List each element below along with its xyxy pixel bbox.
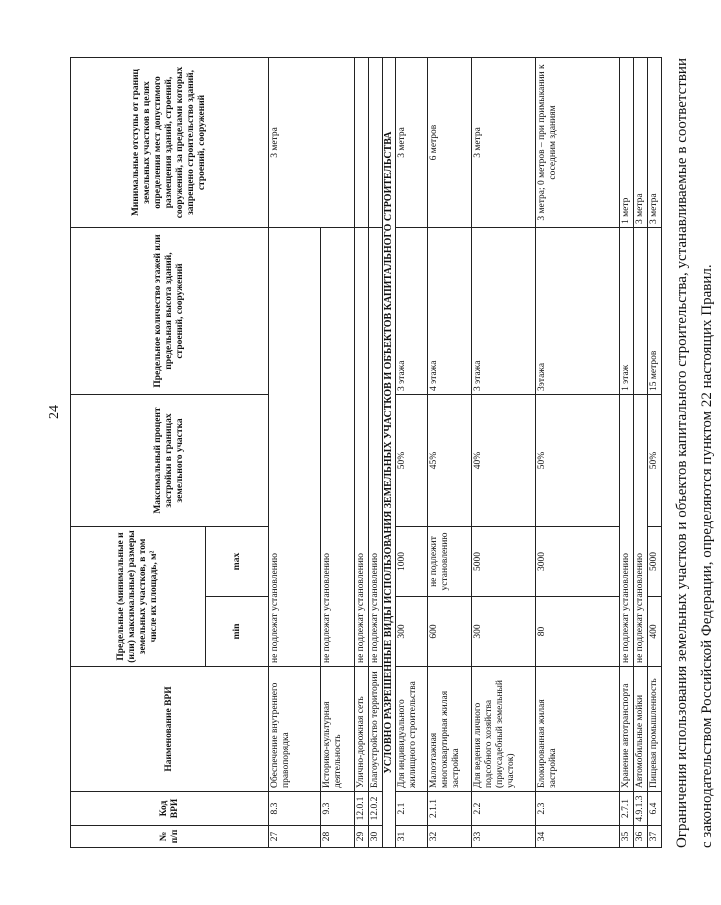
cell-setback: 3 метра; 0 метров – при примыкании к соседним зданиям [535, 58, 619, 228]
header-size: Предельные (минимальные и (или) максимальные) размеры земельных участков, в том числе их площадь, м² [71, 527, 206, 667]
header-code: Код ВРИ [71, 792, 269, 826]
table-row [619, 58, 633, 848]
cell-name: Автомобильные мойки [633, 667, 647, 792]
cell-setback: 3 метра [395, 58, 427, 228]
rotated-page-content [70, 58, 716, 848]
cell-floors: 1 этаж [619, 228, 633, 395]
footnote-paragraph: Ограничения использования земельных участков и объектов капитального строительства, устанавливаемые в соответствии с законодательством Российской Федерации, определяются пунктом 22 настоящих Правил. [673, 58, 716, 848]
cell-floors: 3этажа [535, 228, 619, 395]
cell-percent: 50% [647, 395, 661, 527]
cell-min: 80 [535, 597, 619, 667]
cell-max: 1000 [395, 527, 427, 597]
cell-max: 5000 [471, 527, 535, 597]
cell-min: 300 [395, 597, 427, 667]
cell-name: Улично-дорожная сеть [355, 667, 369, 792]
cell-num: 35 [619, 826, 633, 848]
cell-setback: 3 метра [633, 58, 647, 228]
cell-code: 12.0.1 [355, 792, 369, 826]
header-row [71, 58, 206, 848]
cell-num: 36 [633, 826, 647, 848]
cell-num: 28 [321, 826, 355, 848]
cell-not-established: не подлежат установлению [633, 395, 647, 667]
cell-code: 4.9.1.3 [633, 792, 647, 826]
section-title: УСЛОВНО РАЗРЕШЕННЫЕ ВИДЫ ИСПОЛЬЗОВАНИЯ ЗЕМЕЛЬНЫХ УЧАСТКОВ И ОБЪЕКТОВ КАПИТАЛЬНОГО СТРОИТЕЛЬСТВА [382, 58, 395, 848]
header-min: min [206, 597, 269, 667]
section-row [382, 58, 395, 848]
table-row [368, 58, 382, 848]
cell-name: Пищевая промышленность [647, 667, 661, 792]
table-row [427, 58, 471, 848]
cell-not-established: не подлежат установлению [355, 228, 369, 667]
cell-setback: 3 метра [269, 58, 355, 228]
cell-name: Хранение автотранспорта [619, 667, 633, 792]
cell-code: 9.3 [321, 792, 355, 826]
cell-setback: 3 метра [647, 58, 661, 228]
table-row [535, 58, 619, 848]
cell-not-established: не подлежат установлению [321, 228, 355, 667]
cell-not-established: не подлежат установлению [619, 395, 633, 667]
table-row [395, 58, 427, 848]
cell-code: 2.2 [471, 792, 535, 826]
cell-num: 37 [647, 826, 661, 848]
cell-code: 2.1 [395, 792, 427, 826]
cell-name: Блокированная жилая застройка [535, 667, 619, 792]
cell-percent: 40% [471, 395, 535, 527]
cell-code: 2.3 [535, 792, 619, 826]
cell-num: 32 [427, 826, 471, 848]
cell-min: 300 [471, 597, 535, 667]
cell-min: 600 [427, 597, 471, 667]
cell-name: Для ведения личного подсобного хозяйства (приусадебный земельный участок) [471, 667, 535, 792]
cell-max: 3000 [535, 527, 619, 597]
cell-name: Благоустройство территории [368, 667, 382, 792]
cell-code: 12.0.2 [368, 792, 382, 826]
cell-floors: 4 этажа [427, 228, 471, 395]
cell-setback [355, 58, 369, 228]
cell-min: 400 [647, 597, 661, 667]
cell-max: не подлежит установлению [427, 527, 471, 597]
cell-name: Малоэтажная многоквартирная жилая застройка [427, 667, 471, 792]
cell-code: 2.7.1 [619, 792, 633, 826]
cell-not-established: не подлежат установлению [269, 228, 321, 667]
header-floors: Предельное количество этажей или предельная высота зданий, строений, сооружений [71, 228, 269, 395]
header-setback: Минимальные отступы от границ земельных участков в целях определения мест допустимого размещения зданий, строений, сооружений, за пределами которых запрещено строительство зданий, строений, сооружений [71, 58, 269, 228]
cell-setback [368, 58, 382, 228]
cell-num: 33 [471, 826, 535, 848]
table-row [355, 58, 369, 848]
cell-max: 5000 [647, 527, 661, 597]
cell-percent: 50% [395, 395, 427, 527]
cell-name: Для индивидуального жилищного строительства [395, 667, 427, 792]
cell-not-established: не подлежат установлению [368, 228, 382, 667]
cell-name: Обеспечение внутреннего правопорядка [269, 667, 321, 792]
cell-floors: 3 этажа [395, 228, 427, 395]
header-num: № п/п [71, 826, 269, 848]
cell-num: 30 [368, 826, 382, 848]
table-row [647, 58, 661, 848]
regulations-table [70, 57, 662, 848]
header-percent: Максимальный процент застройки в границах земельного участка [71, 395, 269, 527]
cell-code: 6.4 [647, 792, 661, 826]
cell-setback: 1 метр [619, 58, 633, 228]
table-row [471, 58, 535, 848]
cell-name: Историко-культурная деятельность [321, 667, 355, 792]
cell-num: 29 [355, 826, 369, 848]
cell-setback: 3 метра [471, 58, 535, 228]
cell-num: 34 [535, 826, 619, 848]
cell-code: 8.3 [269, 792, 321, 826]
header-name: Наименование ВРИ [71, 667, 269, 792]
table-row [633, 58, 647, 848]
cell-percent: 50% [535, 395, 619, 527]
cell-code: 2.1.1 [427, 792, 471, 826]
cell-percent: 45% [427, 395, 471, 527]
cell-num: 31 [395, 826, 427, 848]
cell-floors: 3 этажа [471, 228, 535, 395]
table-row [269, 58, 321, 848]
cell-floors [633, 228, 647, 395]
cell-num: 27 [269, 826, 321, 848]
cell-setback: 6 метров [427, 58, 471, 228]
cell-floors: 15 метров [647, 228, 661, 395]
page-number: 24 [47, 405, 62, 419]
header-max: max [206, 527, 269, 597]
